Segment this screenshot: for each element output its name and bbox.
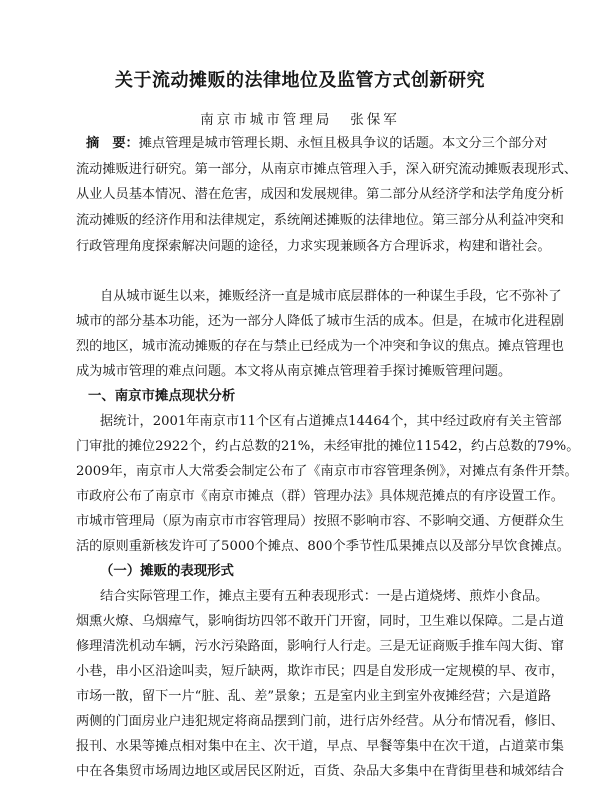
abstract-line: 摘 要：摊点管理是城市管理长期、永恒且极具争议的话题。本文分三个部分对 — [86, 136, 548, 151]
intro-line: 烈的地区，城市流动摊贩的存在与禁止已经成为一个冲突和争议的焦点。摊点管理也 — [76, 339, 564, 354]
byline — [0, 108, 600, 128]
section1-line: 门审批的摊位2922个，约占总数的21%，未经审批的摊位11542，约占总数的79%。 — [76, 439, 580, 454]
section1-line: 活的原则重新核发许可了5000个摊点、800个季节性瓜果摊点以及部分早饮食摊点。 — [76, 539, 570, 554]
subsection1-line: 两侧的门面房业户违犯规定将商品摆到门前，进行店外经营。从分布情况看，修旧、 — [76, 714, 564, 729]
section1-line: 市城市管理局（原为南京市市容管理局）按照不影响市容、不影响交通、方便群众生 — [76, 514, 564, 529]
abstract-line: 从业人员基本情况、潜在危害，成因和发展规律。第二部分从经济学和法学角度分析 — [76, 187, 564, 202]
abstract-line: 行政管理角度探索解决问题的途径，力求实现兼顾各方合理诉求，构建和谐社会。 — [76, 239, 551, 254]
intro-line: 自从城市诞生以来，摊贩经济一直是城市底层群体的一种谋生手段，它不弥补了 — [100, 289, 562, 304]
subsection1-line: 报刊、水果等摊点相对集中在主、次干道，早点、早餐等集中在次干道，占道菜市集 — [76, 739, 564, 754]
abstract-line: 流动摊贩进行研究。第一部分，从南京市摊点管理入手，深入研究流动摊贩表现形式、 — [76, 162, 578, 177]
subsection1-line: 烟熏火燎、乌烟瘴气，影响街坊四邻不敢开门开窗，同时，卫生难以保障。二是占道 — [76, 614, 564, 629]
section1-line: 市政府公布了南京市《南京市摊点（群）管理办法》具体规范摊点的有序设置工作。 — [76, 489, 564, 504]
intro-line: 成为城市管理的难点问题。本文将从南京摊点管理着手探讨摊贩管理问题。 — [76, 364, 512, 379]
abstract-line: 流动摊贩的经济作用和法律规定，系统阐述摊贩的法律地位。第三部分从利益冲突和 — [76, 213, 564, 228]
subsection1-line: 市场一散，留下一片“脏、乱、差”景象；五是室内业主到室外夜摊经营；六是道路 — [76, 689, 552, 704]
author-affiliation: 南京市城市管理局 — [200, 112, 333, 128]
author-name: 张保军 — [350, 112, 400, 128]
paper-title: 关于流动摊贩的法律地位及监管方式创新研究 — [115, 70, 485, 91]
abstract-label: 摘 要： — [86, 136, 139, 151]
subsection1-line: 结合实际管理工作，摊点主要有五种表现形式：一是占道烧烤、煎炸小食品。 — [100, 589, 549, 604]
intro-line: 城市的部分基本功能，还为一部分人降低了城市生活的成本。但是，在城市化进程剧 — [76, 314, 564, 329]
subsection-heading: （一）摊贩的表现形式 — [100, 564, 234, 579]
subsection1-line: 中在各集贸市场周边地区或居民区附近，百货、杂品大多集中在背街里巷和城郊结合 — [76, 764, 564, 779]
subsection1-line: 小巷，串小区沿途叫卖，短斤缺两，欺诈市民；四是自发形成一定规模的早、夜市， — [76, 664, 564, 679]
subsection1-line: 修理清洗机动车辆，污水污染路面，影响行人行走。三是无证商贩手推车闯大街、窜 — [76, 639, 564, 654]
section1-line: 据统计，2001年南京市11个区有占道摊点14464个，其中经过政府有关主管部 — [100, 414, 562, 429]
section-heading: 一、南京市摊点现状分析 — [88, 389, 236, 404]
section1-line: 2009年，南京市人大常委会制定公布了《南京市市容管理条例》，对摊点有条件开禁。 — [76, 464, 578, 479]
